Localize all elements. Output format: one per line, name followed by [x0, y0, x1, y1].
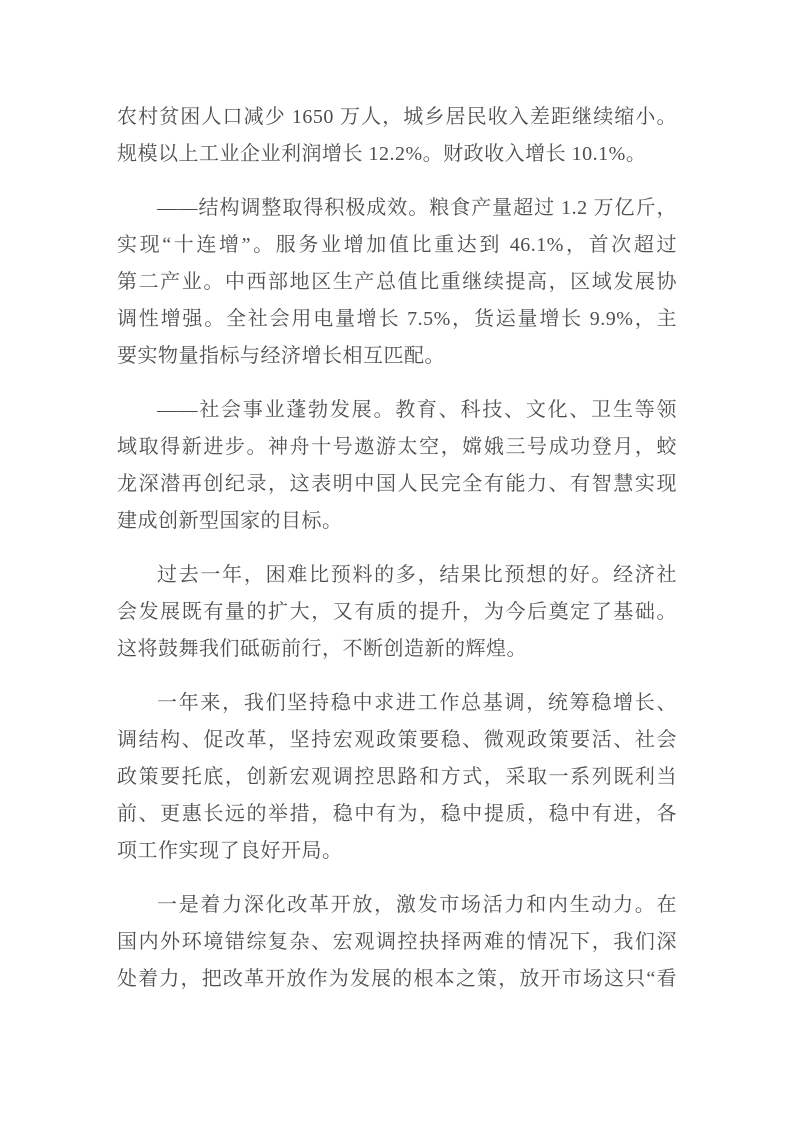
- text-line: ——结构调整取得积极成效。粮食产量超过 1.2 万亿斤，: [157, 197, 677, 219]
- text-line: 调结构、促改革，坚持宏观政策要稳、微观政策要活、社会: [117, 729, 677, 751]
- text-line: 建成创新型国家的目标。: [117, 510, 343, 532]
- text-line: 一年来，我们坚持稳中求进工作总基调，统筹稳增长、: [157, 692, 677, 714]
- text-line: 要实物量指标与经济增长相互匹配。: [117, 345, 445, 367]
- text-line: 前、更惠长远的举措，稳中有为，稳中提质，稳中有进，各: [117, 803, 677, 825]
- text-line: 实现“十连增”。服务业增加值比重达到 46.1%，首次超过: [117, 234, 677, 256]
- text-line: 政策要托底，创新宏观调控思路和方式，采取一系列既利当: [117, 766, 677, 788]
- text-line: 项工作实现了良好开局。: [117, 840, 343, 862]
- text-line: 过去一年，困难比预料的多，结果比预想的好。经济社: [157, 564, 677, 586]
- document-paragraph: [117, 99, 677, 173]
- text-line: 第二产业。中西部地区生产总值比重继续提高，区域发展协: [117, 271, 677, 293]
- text-line: 一是着力深化改革开放，激发市场活力和内生动力。在: [157, 894, 677, 916]
- text-line: 国内外环境错综复杂、宏观调控抉择两难的情况下，我们深: [117, 931, 677, 953]
- text-line: 规模以上工业企业利润增长 12.2%。财政收入增长 10.1%。: [117, 143, 647, 165]
- document-paragraph: [117, 392, 677, 540]
- text-line: ——社会事业蓬勃发展。教育、科技、文化、卫生等领: [157, 399, 677, 421]
- text-line: 域取得新进步。神舟十号遨游太空，嫦娥三号成功登月，蛟: [117, 436, 677, 458]
- document-paragraph: [117, 887, 677, 998]
- text-line: 龙深潜再创纪录，这表明中国人民完全有能力、有智慧实现: [117, 473, 677, 495]
- text-line: 农村贫困人口减少 1650 万人，城乡居民收入差距继续缩小。: [117, 106, 677, 128]
- document-paragraph: [117, 685, 677, 870]
- text-line: 处着力，把改革开放作为发展的根本之策，放开市场这只“看: [117, 968, 677, 990]
- document-paragraph: [117, 190, 677, 375]
- text-line: 会发展既有量的扩大，又有质的提升，为今后奠定了基础。: [117, 601, 677, 623]
- text-line: 调性增强。全社会用电量增长 7.5%，货运量增长 9.9%，主: [117, 308, 677, 330]
- document-paragraph: [117, 557, 677, 668]
- text-line: 这将鼓舞我们砥砺前行，不断创造新的辉煌。: [117, 638, 527, 660]
